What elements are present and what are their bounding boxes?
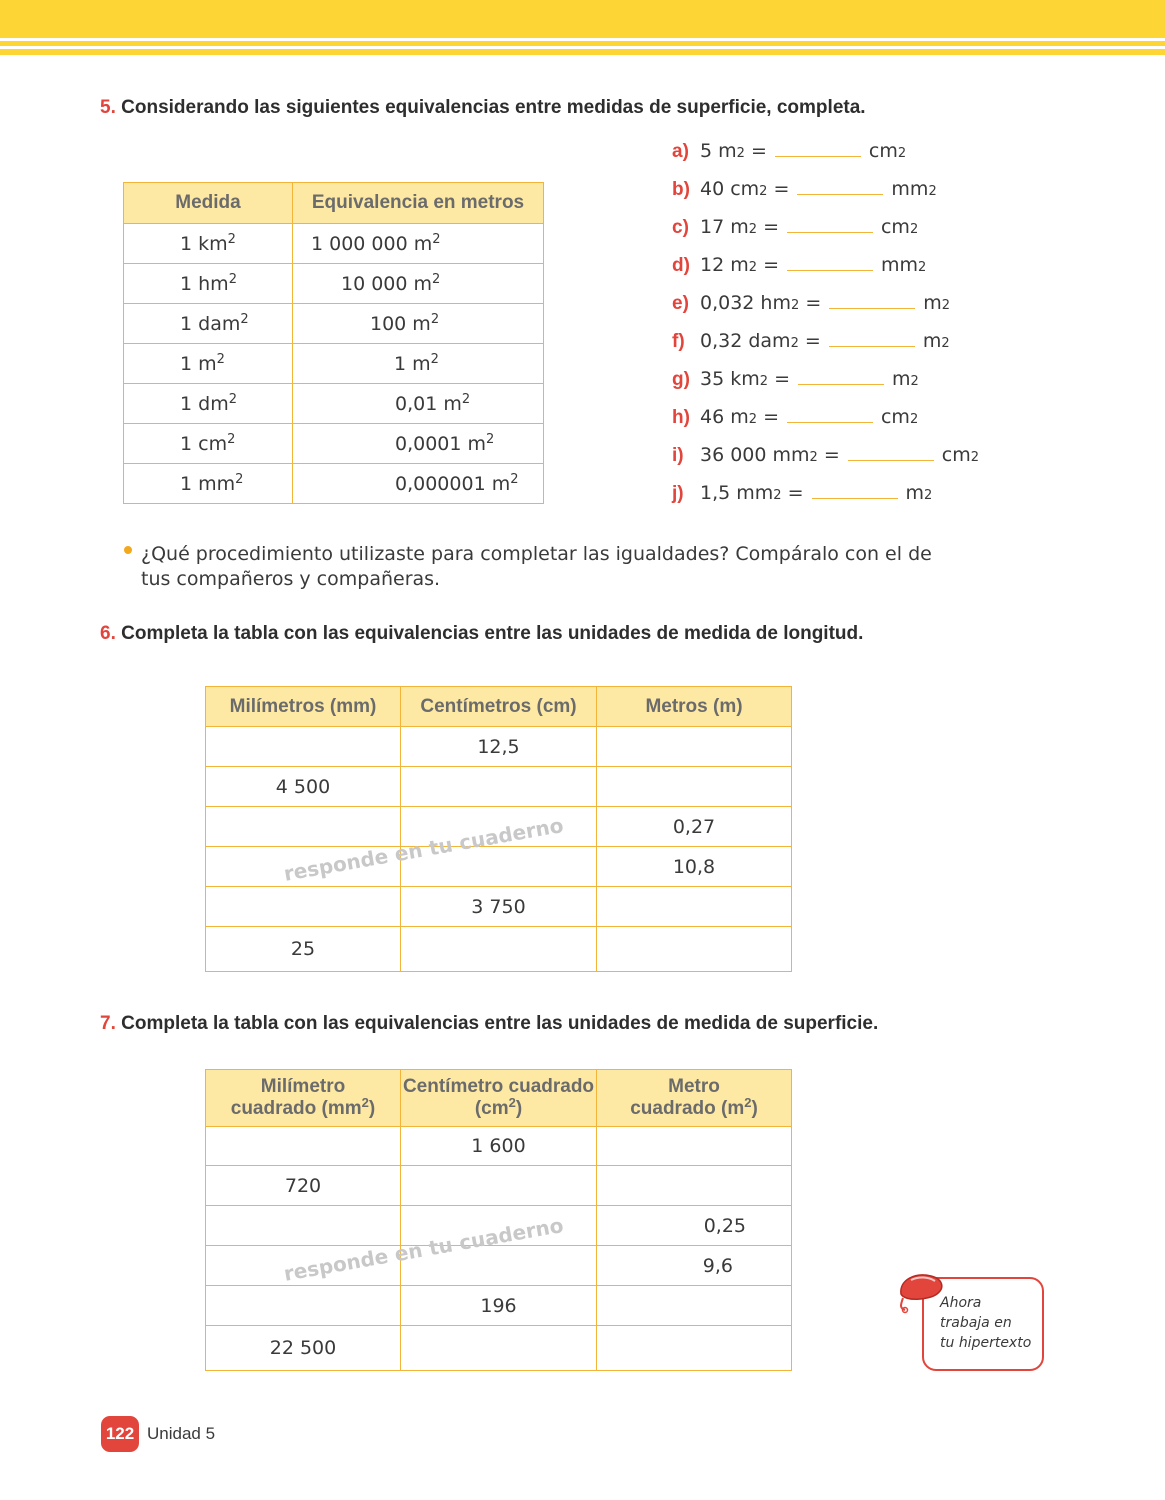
header-cell: Centímetro cuadrado $(cm^2)$	[401, 1070, 597, 1127]
table-cell[interactable]	[597, 887, 792, 927]
table-cell[interactable]: 3 750	[401, 887, 597, 927]
measure-cell: 1 dam$^2$	[124, 304, 293, 344]
question-text: Considerando las siguientes equivalencias entre medidas de superficie, completa.	[121, 97, 866, 118]
table-cell[interactable]	[401, 927, 597, 972]
equivalence-cell: 1 $m^2$	[293, 344, 544, 384]
exercise-j: j) 1,5 mm 2 = m 2	[672, 482, 933, 504]
exercise-h: h) 46 m 2 = cm 2	[672, 406, 919, 428]
question-text: Completa la tabla con las equivalencias entre las unidades de medida de longitud.	[121, 623, 864, 644]
header-cell: Medida	[124, 183, 293, 224]
measure-cell: 1 $hm^2$	[124, 264, 293, 304]
header-cell: Metros (m)	[597, 687, 792, 727]
table-cell[interactable]	[401, 1326, 597, 1371]
table-cell[interactable]: 0,25	[597, 1206, 792, 1246]
exercise-d: d) 12 m 2 = mm 2	[672, 254, 927, 276]
table-cell[interactable]	[597, 1326, 792, 1371]
measure-cell: 1 $cm^2$	[124, 424, 293, 464]
surface-conversion-table	[205, 1069, 792, 1371]
table-cell[interactable]: 0,27	[597, 807, 792, 847]
answer-blank[interactable]	[798, 383, 884, 385]
equivalence-cell: 0,01 $m^2$	[293, 384, 544, 424]
table-cell[interactable]	[206, 1286, 401, 1326]
question-text: Completa la tabla con las equivalencias entre las unidades de medida de superficie.	[121, 1013, 879, 1034]
table-cell[interactable]	[206, 887, 401, 927]
exercise-a: a) 5 m 2 = cm 2	[672, 140, 907, 162]
header-cell: Milímetro cuadrado $(mm^2)$	[206, 1070, 401, 1127]
question-5-title	[100, 97, 866, 119]
answer-blank[interactable]	[829, 345, 915, 347]
question-number: 7.	[100, 1013, 116, 1034]
answer-blank[interactable]	[775, 155, 861, 157]
exercise-f: f) 0,32 dam 2 = m 2	[672, 330, 950, 352]
surface-equivalence-table	[123, 182, 544, 504]
hypertext-label: Ahora trabaja en tu hipertexto	[940, 1295, 1032, 1351]
top-banner	[0, 0, 1165, 38]
exercise-i: i) 36 000 mm 2 = cm 2	[672, 444, 980, 466]
question-6-title	[100, 623, 863, 645]
answer-blank[interactable]	[787, 269, 873, 271]
reflection-question: ¿Qué procedimiento utilizaste para completar las igualdades? Compáralo con el de tus compañeros y compañeras.	[141, 543, 932, 590]
watermark: responde en tu cuaderno	[281, 812, 566, 886]
page-number: 122	[101, 1416, 139, 1452]
header-cell: Metro cuadrado $(m^2)$	[597, 1070, 792, 1127]
header-cell: Milímetros (mm)	[206, 687, 401, 727]
header-cell: Equivalencia en metros	[293, 183, 544, 224]
equivalence-cell: 100 $m^2$	[293, 304, 544, 344]
table-cell[interactable]	[597, 727, 792, 767]
watermark: responde en tu cuaderno	[281, 1212, 566, 1286]
measure-cell: 1 $mm^2$	[124, 464, 293, 504]
table-cell[interactable]	[206, 1127, 401, 1166]
answer-blank[interactable]	[848, 459, 934, 461]
exercise-e: e) 0,032 hm 2 = m 2	[672, 292, 951, 314]
question-7-title	[100, 1013, 878, 1035]
table-cell[interactable]: 10,8	[597, 847, 792, 887]
equivalence-cell: 1 000 000 $m^2$	[293, 224, 544, 264]
table-cell[interactable]	[597, 1166, 792, 1206]
answer-blank[interactable]	[787, 231, 873, 233]
top-stripe	[0, 49, 1165, 55]
table-cell[interactable]	[206, 1206, 401, 1246]
measure-cell: 1 $m^2$	[124, 344, 293, 384]
table-cell[interactable]: 4 500	[206, 767, 401, 807]
table-cell[interactable]: 1 600	[401, 1127, 597, 1166]
equivalence-cell: 10 000 $m^2$	[293, 264, 544, 304]
table-cell[interactable]: 196	[401, 1286, 597, 1326]
question-number: 6.	[100, 623, 116, 644]
exercise-g: g) 35 km 2 = m 2	[672, 368, 919, 390]
table-cell[interactable]: 22 500	[206, 1326, 401, 1371]
table-cell[interactable]	[597, 1127, 792, 1166]
bullet-dot	[124, 546, 132, 554]
table-cell[interactable]	[206, 807, 401, 847]
equivalence-cell: 0,000001 $m^2$	[293, 464, 544, 504]
answer-blank[interactable]	[797, 193, 883, 195]
measure-cell: 1 $km^2$	[124, 224, 293, 264]
table-cell[interactable]: 9,6	[597, 1246, 792, 1286]
table-cell[interactable]	[401, 767, 597, 807]
exercise-c: c) 17 m 2 = cm 2	[672, 216, 919, 238]
answer-blank[interactable]	[812, 497, 898, 499]
top-stripe	[0, 41, 1165, 46]
table-cell[interactable]: 720	[206, 1166, 401, 1206]
table-cell[interactable]	[597, 767, 792, 807]
table-cell[interactable]	[597, 927, 792, 972]
table-cell[interactable]: 12,5	[401, 727, 597, 767]
table-cell[interactable]	[401, 1166, 597, 1206]
question-number: 5.	[100, 97, 116, 118]
equivalence-cell: 0,0001 $m^2$	[293, 424, 544, 464]
header-cell: Centímetros (cm)	[401, 687, 597, 727]
answer-blank[interactable]	[787, 421, 873, 423]
answer-blank[interactable]	[829, 307, 915, 309]
unit-label: Unidad 5	[147, 1424, 216, 1443]
table-cell[interactable]: 25	[206, 927, 401, 972]
measure-cell: 1 $dm^2$	[124, 384, 293, 424]
table-cell[interactable]	[597, 1286, 792, 1326]
table-cell[interactable]	[206, 727, 401, 767]
exercise-b: b) 40 cm 2 = mm 2	[672, 178, 937, 200]
